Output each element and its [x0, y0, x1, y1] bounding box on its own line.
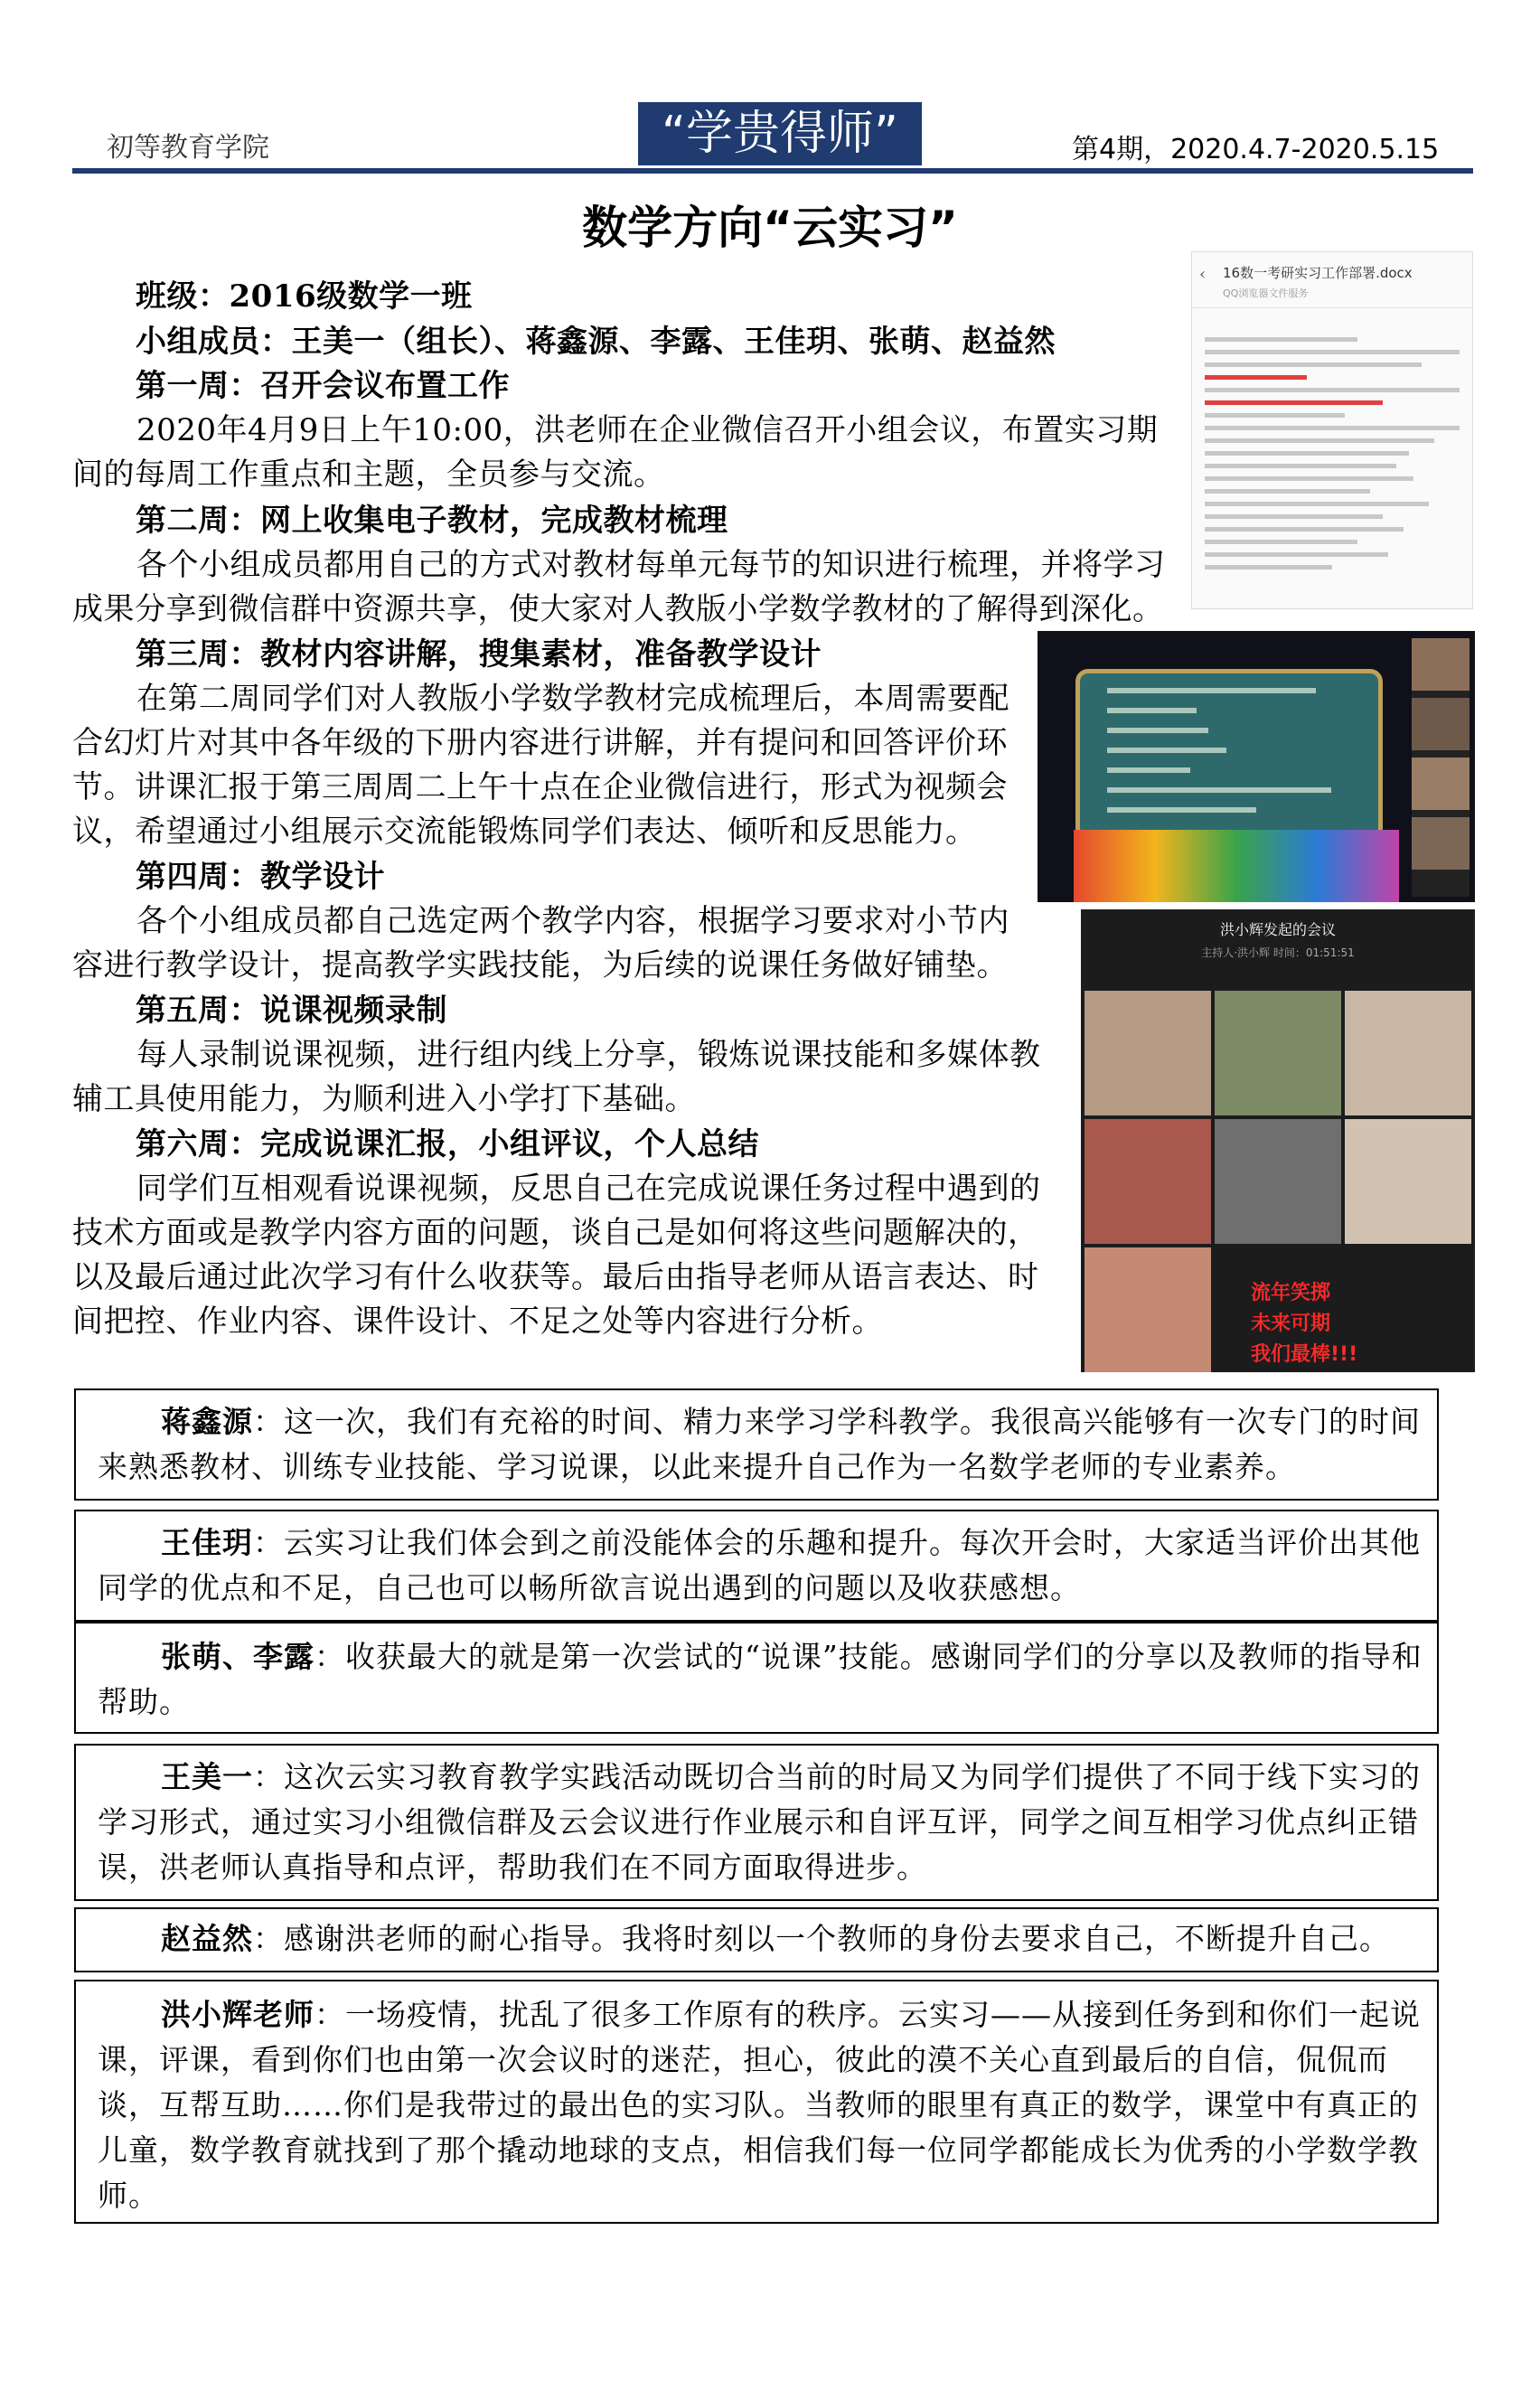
week3-body: 在第二周同学们对人教版小学数学教材完成梳理后，本周需要配合幻灯片对其中各年级的下册内容进行讲解，并有提问和回答评价环节。讲课汇报于第三周周二上午十点在企业微信进行，形式为视频会议，希望通过小组展示交流能锻炼同学们表达、倾听和反思能力。 — [72, 681, 1009, 850]
participant-tile — [1345, 991, 1471, 1115]
comment-text: 这一次，我们有充裕的时间、精力来学习学科教学。我很高兴能够有一次专门的时间来熟悉教材、训练专业技能、学习说课，以此来提升自己作为一名数学老师的专业素养。 — [98, 1404, 1421, 1484]
week4-body: 各个小组成员都自己选定两个教学内容，根据学习要求对小节内容进行教学设计，提高教学实践技能，为后续的说课任务做好铺垫。 — [72, 903, 1009, 984]
week4-heading: 第四周：教学设计 — [136, 859, 385, 895]
week5-body: 每人录制说课视频，进行组内线上分享，锻炼说课技能和多媒体教辅工具使用能力，为顺利进入小学打下基础。 — [72, 1037, 1041, 1117]
participant-tile — [1085, 1119, 1211, 1244]
participant-tile — [1085, 991, 1211, 1115]
meeting-message: 流年笑掷 未来可期 我们最棒!!! — [1251, 1282, 1358, 1366]
comment-author: 赵益然 — [161, 1921, 253, 1956]
week6-body: 同学们互相观看说课视频，反思自己在完成说课任务过程中遇到的技术方面或是教学内容方面的问题，谈自己是如何将这些问题解决的，以及最后通过此次学习有什么收获等。最后由指导老师从语言表达、时间把控、作业内容、课件设计、不足之处等内容进行分析。 — [72, 1171, 1041, 1340]
comment-author: 王美一 — [161, 1759, 253, 1794]
week1-body: 2020年4月9日上午10:00，洪老师在企业微信召开小组会议，布置实习期间的每周工作重点和主题，全员参与交流。 — [72, 412, 1159, 493]
week6-heading: 第六周：完成说课汇报，小组评议，个人总结 — [136, 1126, 759, 1162]
meeting-title: 洪小辉发起的会议 — [1219, 921, 1336, 938]
comment-text: 感谢洪老师的耐心指导。我将时刻以一个教师的身份去要求自己，不断提升自己。 — [284, 1921, 1390, 1956]
week2-body: 各个小组成员都用自己的方式对教材每单元每节的知识进行梳理，并将学习成果分享到微信群中资源共享，使大家对人教版小学数学教材的了解得到深化。 — [72, 547, 1166, 627]
comment-text: 一场疫情，扰乱了很多工作原有的秩序。云实习——从接到任务到和你们一起说课，评课，看到你们也由第一次会议时的迷茫，担心，彼此的漠不关心直到最后的自信，侃侃而谈，互帮互助……你们是我带过的最出色的实习队。当教师的眼里有真正的数学，课堂中有真正的儿童，数学教育就找到了那个撬动地球的支点，相信我们每一位同学都能成长为优秀的小学数学教师。 — [98, 1997, 1421, 2213]
page-title: 数学方向“云实习” — [582, 202, 958, 254]
participant-sidebar — [1412, 638, 1470, 897]
comment-author: 王佳玥 — [161, 1525, 253, 1560]
comment-text: 这次云实习教育教学实践活动既切合当前的时局又为同学们提供了不同于线下实习的学习形式，通过实习小组微信群及云会议进行作业展示和自评互评，同学之间互相学习优点纠正错误，洪老师认真指导和点评，帮助我们在不同方面取得进步。 — [98, 1759, 1421, 1885]
cartoon-children — [1074, 830, 1399, 902]
comment-author: 蒋鑫源 — [161, 1404, 253, 1439]
class-line: 班级：2016级数学一班 — [136, 278, 473, 315]
comment-text: 收获最大的就是第一次尝试的“说课”技能。感谢同学们的分享以及教师的指导和帮助。 — [98, 1639, 1423, 1719]
members-line: 小组成员：王美一（组长）、蒋鑫源、李露、王佳玥、张萌、赵益然 — [136, 324, 1056, 360]
header-divider — [72, 168, 1473, 174]
comment-box: 赵益然：感谢洪老师的耐心指导。我将时刻以一个教师的身份去要求自己，不断提升自己。 — [74, 1907, 1439, 1972]
participant-tile — [1085, 1247, 1211, 1372]
participant-tile — [1345, 1119, 1471, 1244]
participant-tile — [1215, 991, 1341, 1115]
comment-author: 张萌、李露 — [161, 1639, 315, 1674]
school-name: 初等教育学院 — [107, 132, 269, 164]
doc-caption: QQ浏览器文件服务 — [1223, 287, 1309, 299]
video-meeting-image — [1081, 909, 1475, 1372]
week3-heading: 第三周：教材内容讲解，搜集素材，准备教学设计 — [136, 636, 822, 673]
back-arrow-icon: ‹ — [1199, 265, 1207, 284]
column-banner: “学贵得师” — [638, 102, 922, 165]
lesson-slide-image — [1038, 631, 1475, 902]
comment-box: 王佳玥：云实习让我们体会到之前没能体会的乐趣和提升。每次开会时，大家适当评价出其他同学的优点和不足，自己也可以畅所欲言说出遇到的问题以及收获感想。 — [74, 1510, 1439, 1622]
doc-screenshot-image — [1191, 251, 1473, 609]
comment-box: 蒋鑫源：这一次，我们有充裕的时间、精力来学习学科教学。我很高兴能够有一次专门的时间来熟悉教材、训练专业技能、学习说课，以此来提升自己作为一名数学老师的专业素养。 — [74, 1388, 1439, 1501]
doc-text-lines — [1205, 337, 1460, 578]
meeting-subtitle: 主持人·洪小辉 时间：01:51:51 — [1201, 946, 1355, 959]
participant-tile — [1215, 1119, 1341, 1244]
week2-heading: 第二周：网上收集电子教材，完成教材梳理 — [136, 503, 728, 539]
issue-info: 第4期，2020.4.7-2020.5.15 — [1072, 134, 1440, 165]
comment-box: 王美一：这次云实习教育教学实践活动既切合当前的时局又为同学们提供了不同于线下实习的学习形式，通过实习小组微信群及云会议进行作业展示和自评互评，同学之间互相学习优点纠正错误，洪老师认真指导和点评，帮助我们在不同方面取得进步。 — [74, 1744, 1439, 1901]
comment-box: 洪小辉老师：一场疫情，扰乱了很多工作原有的秩序。云实习——从接到任务到和你们一起说课，评课，看到你们也由第一次会议时的迷茫，担心，彼此的漠不关心直到最后的自信，侃侃而谈，互帮互助……你们是我带过的最出色的实习队。当教师的眼里有真正的数学，课堂中有真正的儿童，数学教育就找到了那个撬动地球的支点，相信我们每一位同学都能成长为优秀的小学数学教师。 — [74, 1980, 1439, 2224]
week1-heading: 第一周：召开会议布置工作 — [136, 368, 510, 404]
chalkboard — [1075, 669, 1383, 841]
comment-box: 张萌、李露：收获最大的就是第一次尝试的“说课”技能。感谢同学们的分享以及教师的指导和帮助。 — [74, 1622, 1439, 1734]
comment-author: 洪小辉老师 — [161, 1997, 315, 2032]
doc-filename: 16数一考研实习工作部署.docx — [1223, 265, 1413, 281]
comment-text: 云实习让我们体会到之前没能体会的乐趣和提升。每次开会时，大家适当评价出其他同学的优点和不足，自己也可以畅所欲言说出遇到的问题以及收获感想。 — [98, 1525, 1421, 1605]
week5-heading: 第五周：说课视频录制 — [136, 993, 447, 1029]
